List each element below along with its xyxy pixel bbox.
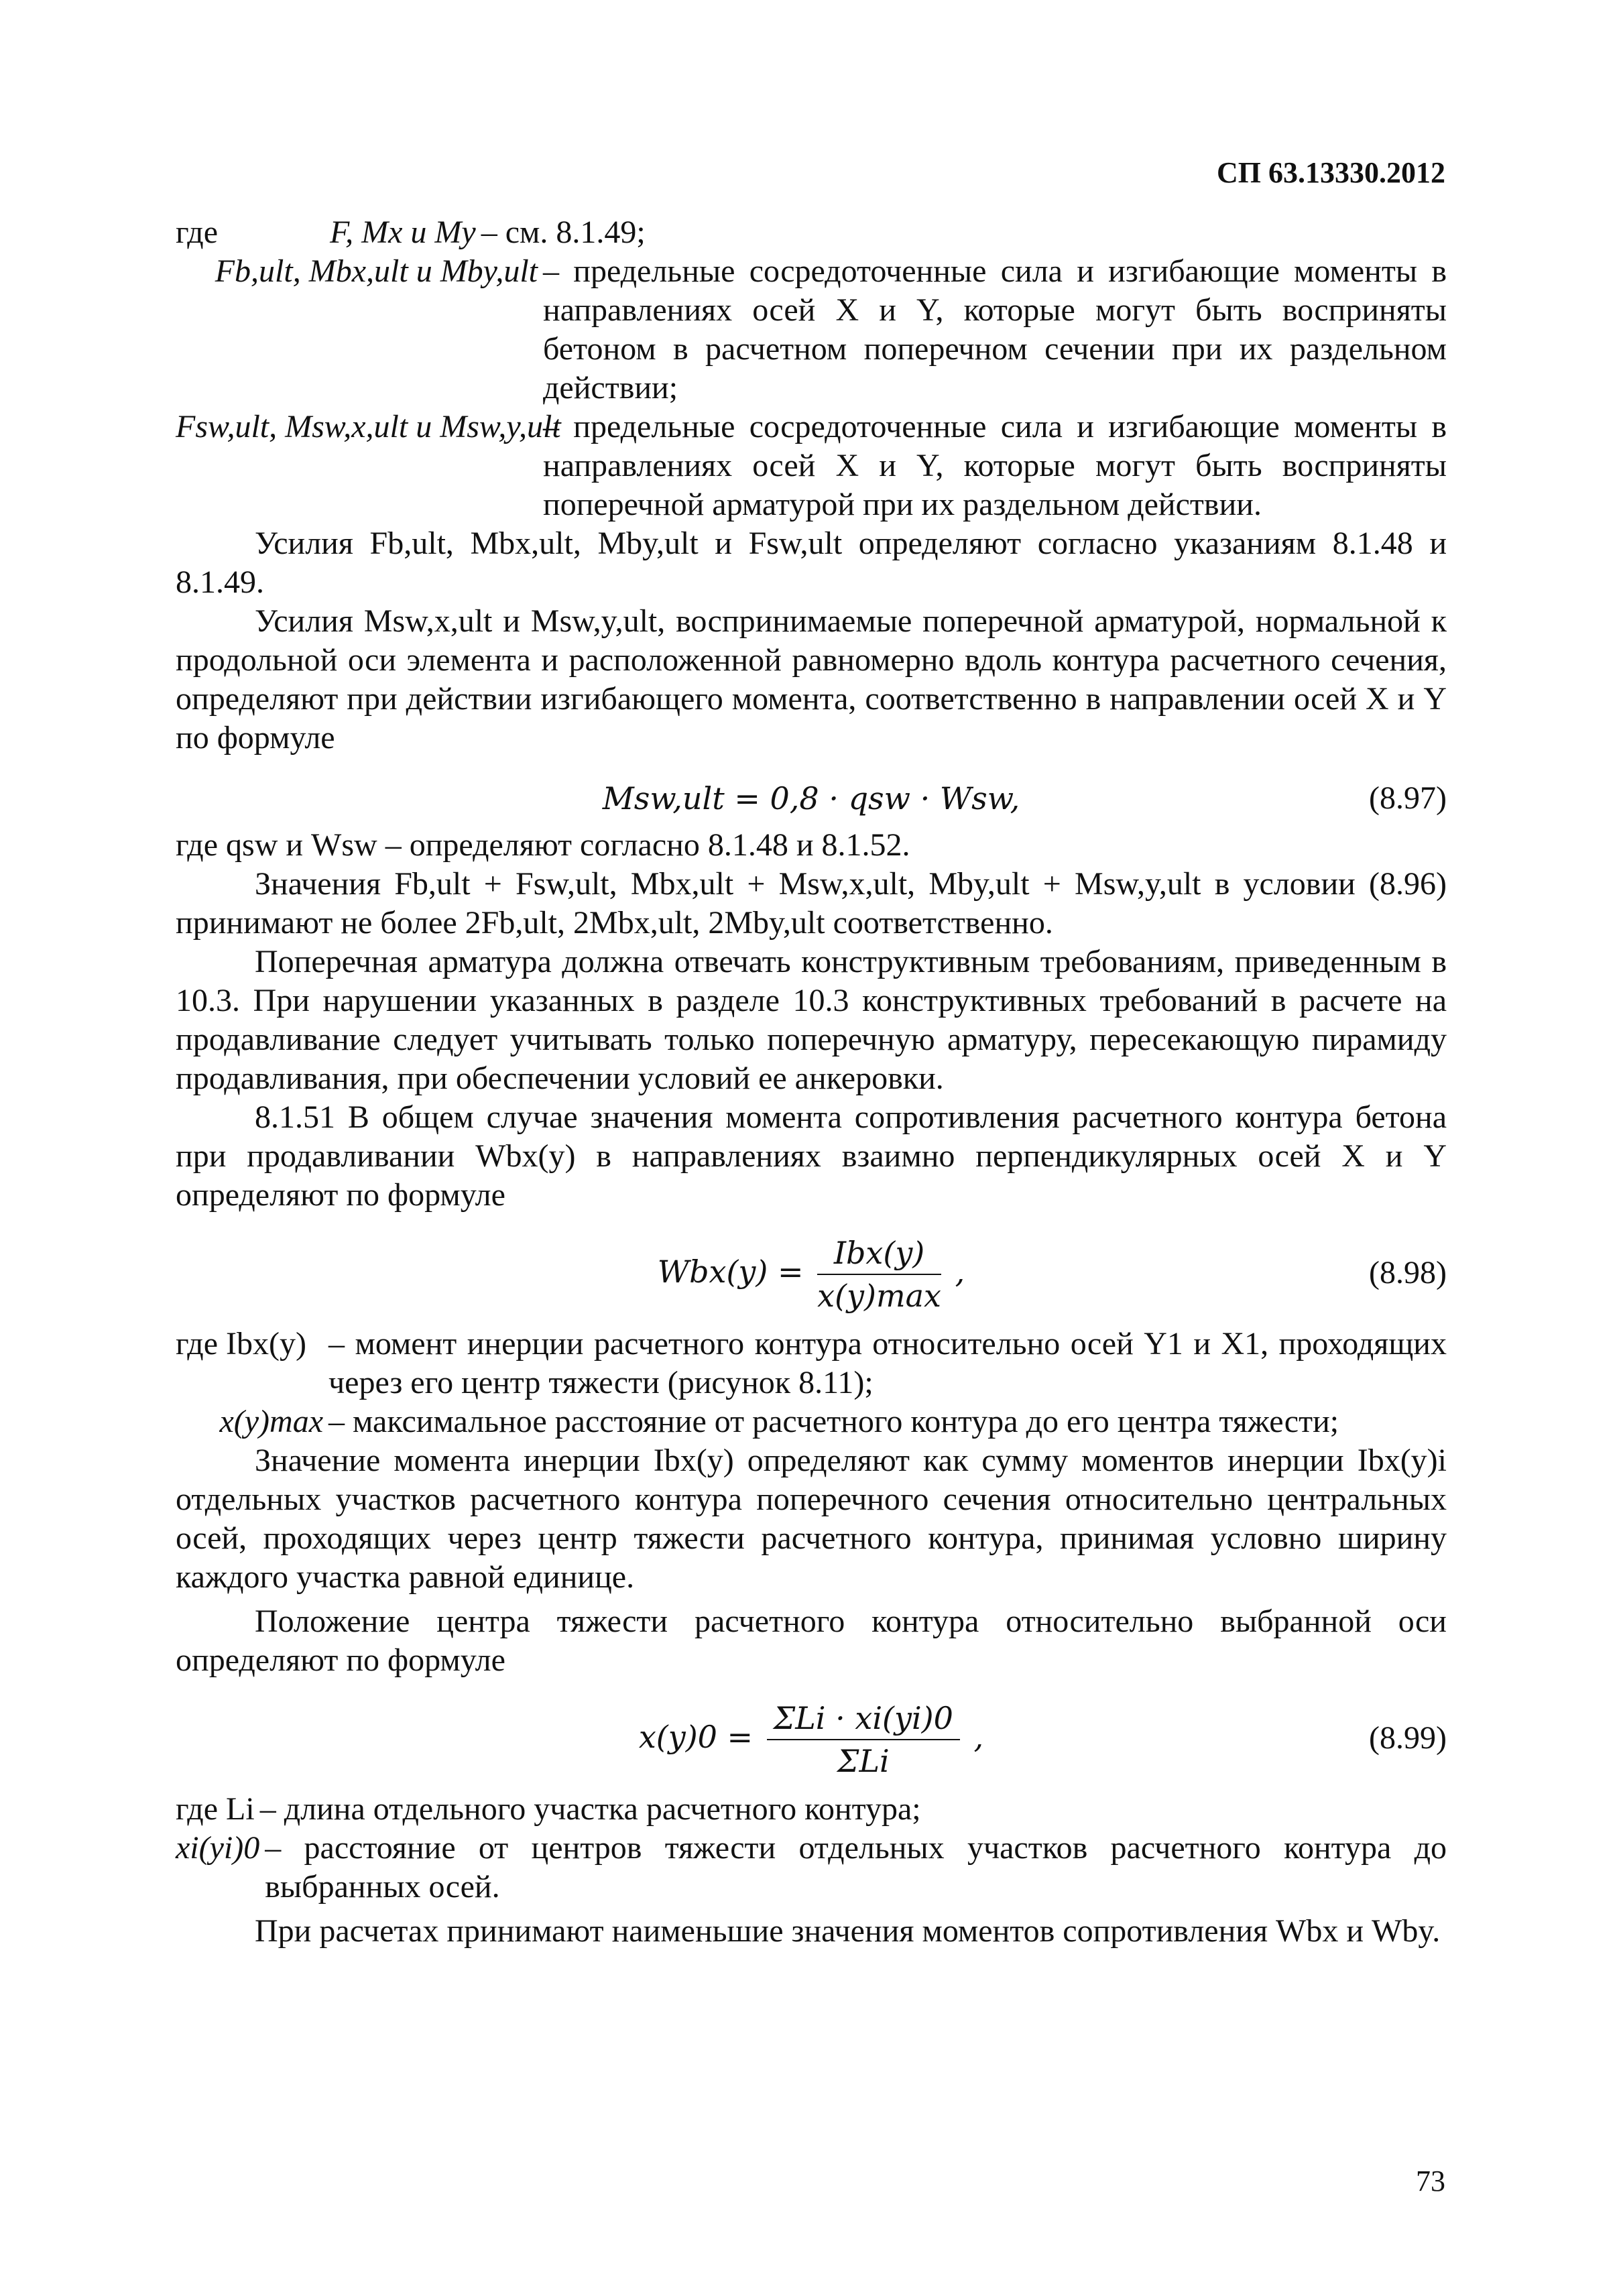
definition-text: – расстояние от центров тяжести отдельных участков расчетного контура до выбранных осей. [265,1830,1447,1905]
definition-term: xi(yi)0 [176,1830,260,1866]
where-label: где [176,215,219,250]
paragraph: При расчетах принимают наименьшие значения моментов сопротивления Wbx и Wby. [255,1913,1441,1949]
definition-term: F, Mx и My [330,215,476,250]
definition-term: x(y)max [219,1404,323,1439]
page-body [176,213,1447,1951]
fraction-numerator: ΣLi · xi(yi)0 [767,1699,960,1740]
equation-formula [176,1233,1447,1315]
fraction-numerator: Ibx(y) [817,1233,941,1275]
equation-formula [176,1699,1447,1780]
equation-8-97 [176,770,1447,826]
definition-text: – максимальное расстояние от расчетного контура до его центра тяжести; [328,1404,1339,1439]
fraction-denominator: x(y)max [817,1278,941,1314]
definition-row [176,1325,1447,1402]
equation-tail: , [973,1719,984,1755]
definition-text: – длина отдельного участка расчетного контура; [259,1791,921,1827]
equation-lhs: Wbx(y) = [657,1254,804,1290]
definition-term: Fsw,ult, Msw,x,ult и Msw,y,ult [176,409,561,444]
definition-term: где Ibx(y) [176,1326,306,1362]
equation-fraction [767,1699,960,1780]
definition-text: – предельные сосредоточенные сила и изгибающие моменты в направлениях осей X и Y, которые могут быть восприняты поперечной арматурой при их раздельном действии. [543,409,1447,522]
definition-row [176,213,1447,252]
document-code: СП 63.13330.2012 [1217,156,1445,189]
paragraph: Усилия Msw,x,ult и Msw,y,ult, воспринимаемые поперечной арматурой, нормальной к продольной оси элемента и расположенной равномерно вдоль контура расчетного сечения, определяют при действии изгибающего момента, соответственно в направлении осей X и Y по формуле [176,603,1447,756]
definition-row [176,1829,1447,1907]
definition-row [176,252,1447,408]
definition-row [176,1402,1447,1441]
equation-8-99 [176,1689,1447,1790]
definition-row [176,408,1447,524]
paragraph: Значения Fb,ult + Fsw,ult, Mbx,ult + Msw,x,ult, Mby,ult + Msw,y,ult в условии (8.96) принимают не более 2Fb,ult, 2Mbx,ult, 2Mby,ult соответственно. [176,866,1447,941]
definition-row [176,1790,1447,1829]
equation-number: (8.98) [1369,1255,1447,1290]
equation-fraction [817,1233,941,1315]
paragraph: 8.1.51 В общем случае значения момента сопротивления расчетного контура бетона при продавливании Wbx(y) в направлениях взаимно перпендикулярных осей X и Y определяют по формуле [176,1099,1447,1213]
paragraph: Усилия Fb,ult, Mbx,ult, Mby,ult и Fsw,ult определяют согласно указаниям 8.1.48 и 8.1.49. [176,526,1447,600]
equation-8-98 [176,1224,1447,1325]
equation-lhs: x(y)0 = [638,1719,754,1755]
fraction-denominator: ΣLi [837,1743,890,1779]
paragraph: Значение момента инерции Ibx(y) определяют как сумму моментов инерции Ibx(y)i отдельных участков расчетного контура поперечного сечения относительно центральных осей, проходящих через центр тяжести расчетного контура, принимая условно ширину каждого участка равной единице. [176,1443,1447,1595]
equation-formula: Msw,ult = 0,8 · qsw · Wsw, [602,780,1020,817]
paragraph: где qsw и Wsw – определяют согласно 8.1.48 и 8.1.52. [176,827,910,863]
definition-text: – см. 8.1.49; [481,215,646,250]
equation-tail: , [955,1254,965,1290]
definition-text: – момент инерции расчетного контура относительно осей Y1 и X1, проходящих через его центр тяжести (рисунок 8.11); [328,1326,1447,1400]
paragraph: Положение центра тяжести расчетного контура относительно выбранной оси определяют по формуле [176,1604,1447,1678]
definition-term: где Li [176,1791,255,1827]
definition-text: – предельные сосредоточенные сила и изгибающие моменты в направлениях осей X и Y, которые могут быть восприняты бетоном в расчетном поперечном сечении при их раздельном действии; [543,253,1447,406]
definition-term: Fb,ult, Mbx,ult и Mby,ult [215,253,538,289]
page-number: 73 [1416,2165,1445,2197]
equation-number: (8.97) [1369,780,1447,816]
paragraph: Поперечная арматура должна отвечать конструктивным требованиям, приведенным в 10.3. При нарушении указанных в разделе 10.3 конструктивных требований в расчете на продавливание следует учитывать только поперечную арматуру, пересекающую пирамиду продавливания, при обеспечении условий ее анкеровки. [176,944,1447,1096]
equation-number: (8.99) [1369,1720,1447,1756]
